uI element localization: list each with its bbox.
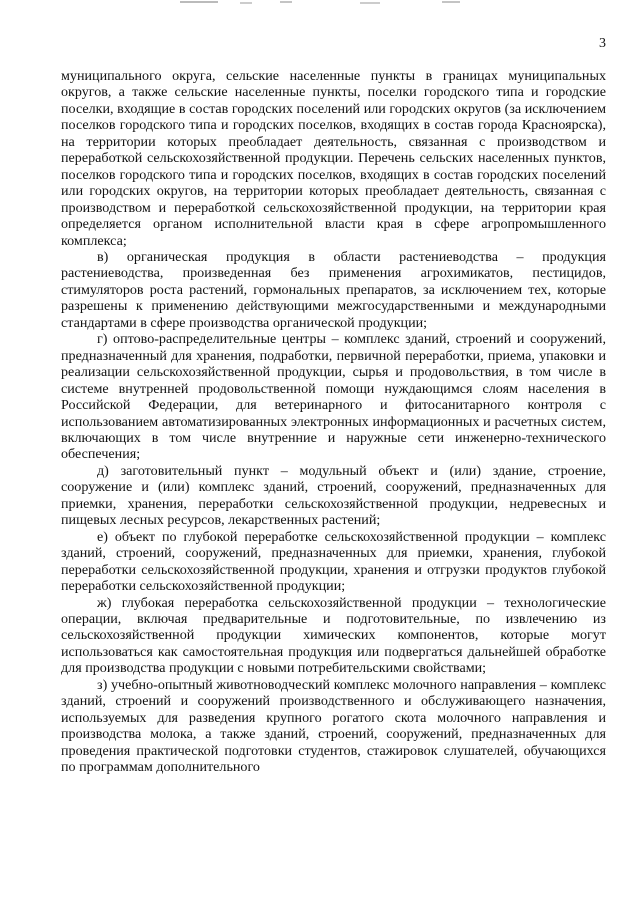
paragraph-v: в) органическая продукция в области растениеводства – продукция растениеводства, произведенная без применения агрохимикатов, пестицидов, стимуляторов роста растений, гормональных препаратов, за исключением тех, которые разрешены к применению действующими межгосударственными и международными стандартами в сфере производства органической продукции; <box>61 248 606 331</box>
page-number: 3 <box>599 36 606 51</box>
paragraph-d: д) заготовительный пункт – модульный объект и (или) здание, строение, сооружение и (или) комплекс зданий, строений, сооружений, предназначенных для приемки, хранения, переработки сельскохозяйственной продукции, недревесных и пищевых лесных ресурсов, лекарственных растений; <box>61 462 606 529</box>
paragraph-z: з) учебно-опытный животноводческий комплекс молочного направления – комплекс зданий, строений и сооружений производственного и обслуживающего назначения, используемых для разведения крупного рогатого скота молочного направления и производства молока, а также зданий, строений, сооружений, предназначенных для проведения практической подготовки студентов, стажировок слушателей, обучающихся по программам дополнительного <box>61 676 606 776</box>
scan-artifact-marks <box>180 0 480 6</box>
paragraph-zh: ж) глубокая переработка сельскохозяйственной продукции – технологические операции, включая предварительные и подготовительные, по извлечению из сельскохозяйственной продукции химических компонентов, которые могут использоваться как самостоятельная продукция или подвергаться дальнейшей обработке для производства продукции с новыми потребительскими свойствами; <box>61 594 606 677</box>
paragraph-e: е) объект по глубокой переработке сельскохозяйственной продукции – комплекс зданий, строений, сооружений, предназначенных для приемки, хранения, глубокой переработки сельскохозяйственной продукции, хранения и отгрузки продуктов глубокой переработки сельскохозяйственной продукции; <box>61 528 606 595</box>
paragraph-g: г) оптово-распределительные центры – комплекс зданий, строений и сооружений, предназначенный для хранения, подработки, первичной переработки, приема, упаковки и реализации сельскохозяйственной продукции, сырья и продовольствия, в том числе в системе внутренней продовольственной помощи нуждающимся слоям населения в Российской Федерации, для ветеринарного и фитосанитарного контроля с использованием автоматизированных электронных информационных и расчетных систем, включающих в том числе внутренние и наружные сети инженерно-технического обеспечения; <box>61 331 606 463</box>
document-body <box>61 68 606 775</box>
paragraph-continuation: муниципального округа, сельские населенные пункты в границах муниципальных округов, а также сельские населенные пункты, поселки городского типа и городские поселки, входящие в состав городских поселений или городских округов (за исключением поселков городского типа и городских поселков, входящих в состав города Красноярска), на территории которых преобладает деятельность, связанная с производством и переработкой сельскохозяйственной продукции. Перечень сельских населенных пунктов, поселков городского типа и городских поселков, входящих в состав городских поселений или городских округов, на территории которых преобладает деятельность, связанная с производством и переработкой сельскохозяйственной продукции, на территории края определяется органом исполнительной власти края в сфере агропромышленного комплекса; <box>61 68 606 249</box>
